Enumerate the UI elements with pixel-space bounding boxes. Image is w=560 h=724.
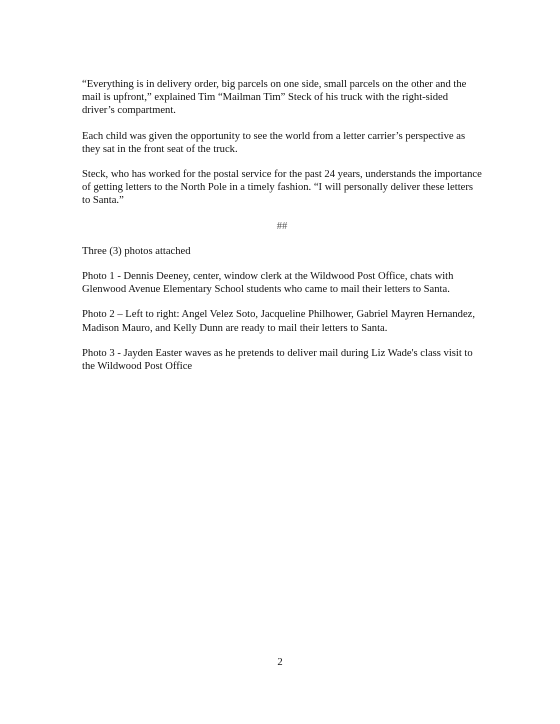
photo-caption-3: Photo 3 - Jayden Easter waves as he pretends to deliver mail during Liz Wade's class visit to the Wildwood Post Office (82, 347, 473, 373)
photo-caption-2: Photo 2 – Left to right: Angel Velez Soto, Jacqueline Philhower, Gabriel Mayren Hernandez, Madison Mauro, and Kelly Dunn are ready to mail their letters to Santa. (82, 309, 476, 334)
paragraph-letter-carrier-perspective: Each child was given the opportunity to see the world from a letter carrier’s perspective as they sat in the front seat of the truck. (82, 130, 466, 155)
photo-caption-1: Photo 1 - Dennis Deeney, center, window clerk at the Wildwood Post Office, chats with Glenwood Avenue Elementary School students who came to mail their letters to Santa. (82, 271, 454, 296)
page-number: 2 (277, 657, 283, 668)
attachments-note: Three (3) photos attached (82, 245, 191, 257)
end-of-release-mark: ## (276, 220, 288, 232)
document-body (82, 78, 482, 385)
paragraph-steck-quote: Steck, who has worked for the postal service for the past 24 years, understands the importance of getting letters to the North Pole in a timely fashion. “I will personally deliver these letters to Santa.” (82, 169, 482, 207)
paragraph-mail-order-quote: “Everything is in delivery order, big parcels on one side, small parcels on the other and the mail is upfront,” explained Tim “Mailman Tim” Steck of his truck with the right-sided driver’s compartment. (82, 79, 467, 117)
